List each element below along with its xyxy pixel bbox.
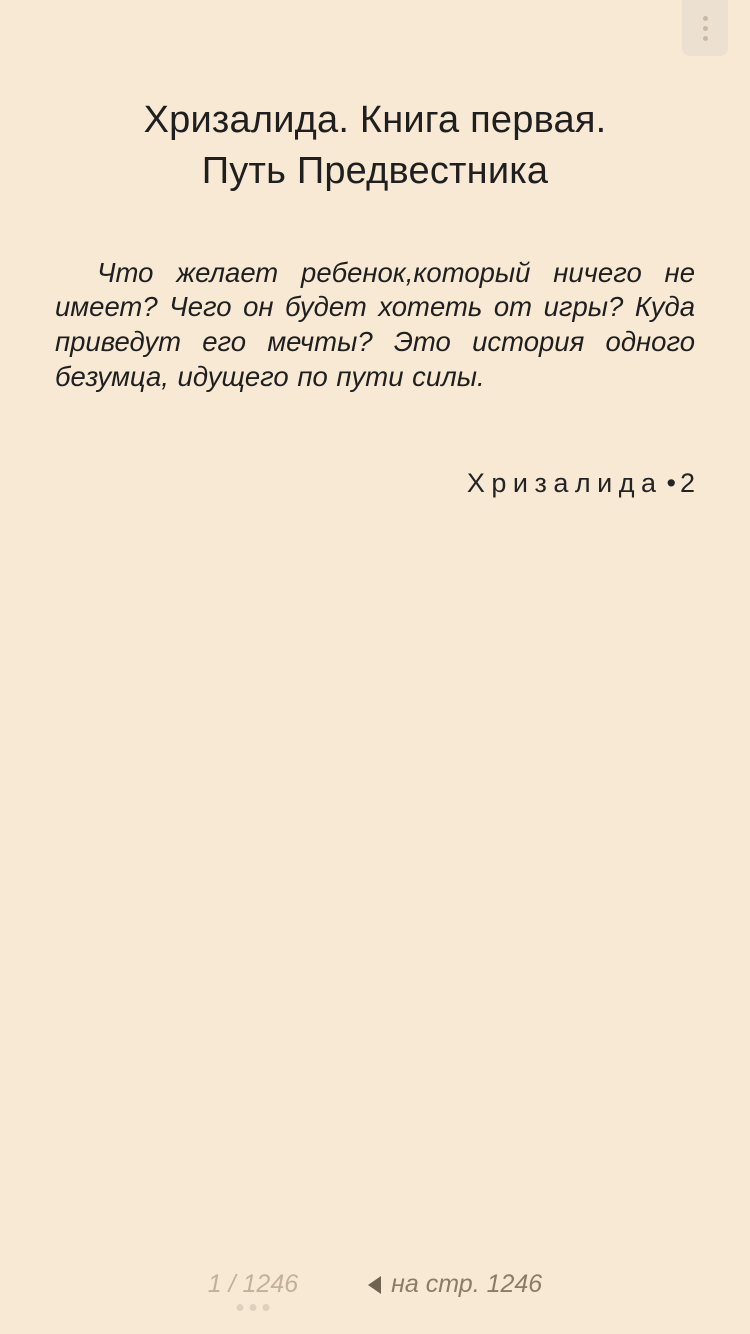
page-indicator-label: 1 / 1246 [207, 1270, 299, 1298]
goto-page-button[interactable] [368, 1270, 542, 1299]
pagination-dot-icon [236, 1304, 243, 1311]
running-head-separator: • [666, 468, 676, 499]
page-indicator[interactable] [208, 1270, 298, 1299]
running-head [55, 468, 695, 499]
book-annotation: Что желает ребенок,который ничего не имеет? Чего он будет хотеть от игры? Куда приведут его мечты? Это история одного безумца, идущего по пути силы. [55, 256, 695, 392]
running-head-page-number: 2 [679, 468, 695, 499]
running-head-book: Хризалида [466, 468, 663, 499]
pagination-dot-icon [249, 1304, 256, 1311]
goto-page-label: на стр. 1246 [391, 1270, 543, 1298]
pagination-dot-icon [262, 1304, 269, 1311]
book-title [55, 95, 695, 198]
left-triangle-icon [368, 1276, 381, 1294]
reader-status-bar [0, 1260, 750, 1334]
pagination-dots [236, 1304, 269, 1311]
book-title-line-1: Хризалида. Книга первая. [143, 99, 607, 141]
book-title-line-2: Путь Предвестника [201, 150, 549, 193]
